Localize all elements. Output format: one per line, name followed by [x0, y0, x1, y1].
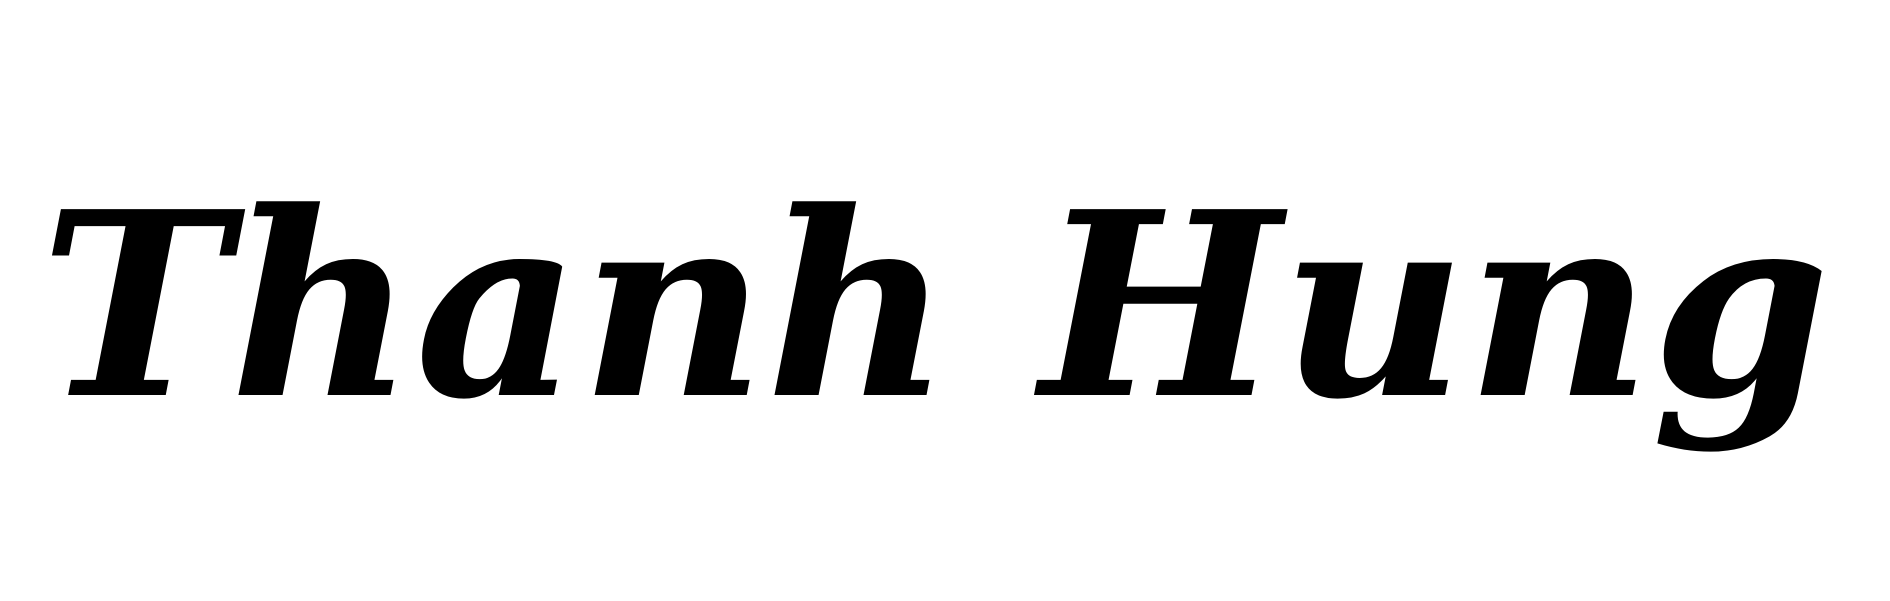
signature-script-text: Thanh Hung [40, 157, 1830, 456]
